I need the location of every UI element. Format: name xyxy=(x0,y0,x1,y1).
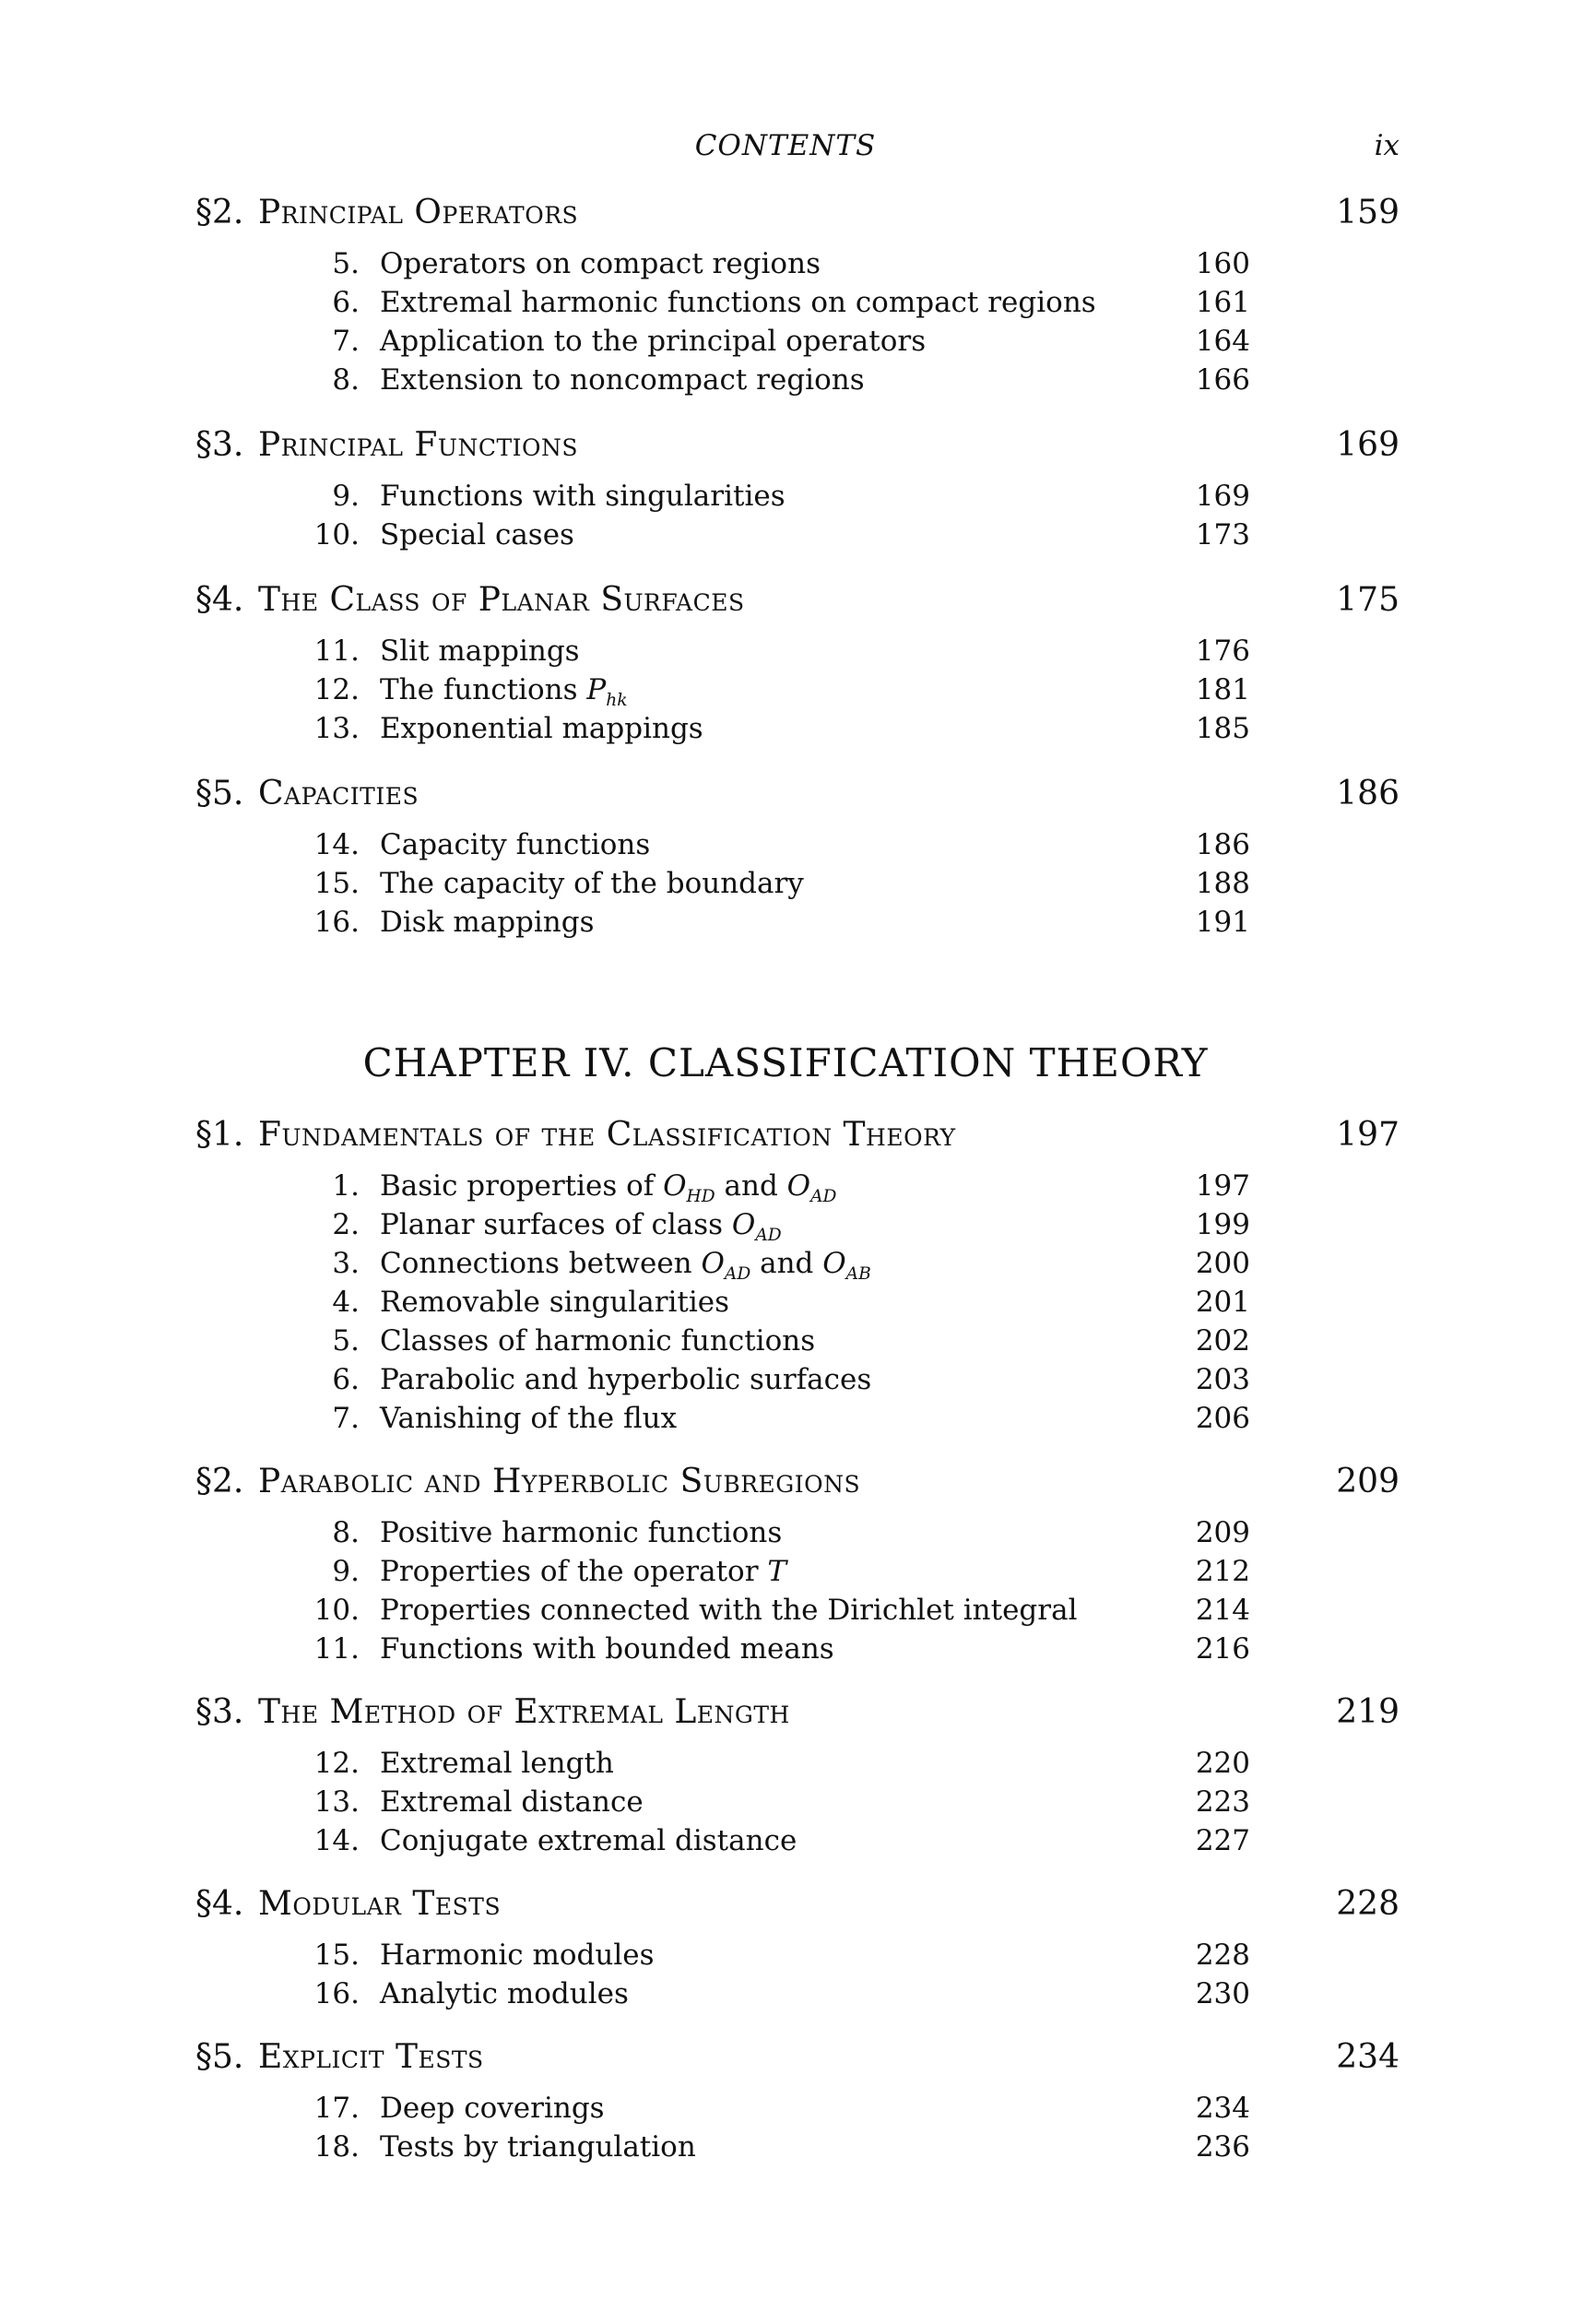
entry-title xyxy=(380,1939,655,1972)
entry-page: 160 xyxy=(1195,247,1250,280)
section-heading xyxy=(0,2027,1571,2086)
entry-title xyxy=(380,1516,782,1549)
section-page: 169 xyxy=(1336,426,1400,464)
entry-page: 169 xyxy=(1195,480,1250,513)
entry-page: 199 xyxy=(1195,1208,1250,1241)
toc-entry xyxy=(0,358,1571,397)
entry-text: Operators on compact regions xyxy=(380,247,821,280)
section-number: §1. xyxy=(195,1116,244,1154)
section-page: 186 xyxy=(1336,775,1400,812)
toc-entry xyxy=(0,1741,1571,1780)
entry-number: 5. xyxy=(332,247,360,280)
entry-number: 2. xyxy=(332,1208,360,1241)
toc-entry xyxy=(0,1164,1571,1207)
section-number: §5. xyxy=(195,775,244,812)
entry-number: 14. xyxy=(313,1824,360,1857)
entry-title xyxy=(380,286,1096,319)
section-title: Principal Operators xyxy=(258,194,579,231)
entry-text: The functions xyxy=(380,673,587,706)
entry-text: Disk mappings xyxy=(380,906,595,939)
entry-page: 173 xyxy=(1195,518,1250,551)
toc-section xyxy=(0,415,1571,551)
section-page: 234 xyxy=(1336,2038,1400,2076)
entry-text: and xyxy=(715,1169,787,1203)
toc-entry xyxy=(0,474,1571,513)
toc-section xyxy=(0,1682,1571,1857)
entry-number: 13. xyxy=(313,712,360,745)
entry-number: 1. xyxy=(332,1169,360,1203)
entry-number: 3. xyxy=(332,1247,360,1280)
toc-block-chapter-iv xyxy=(0,1105,1571,2180)
entry-page: 227 xyxy=(1195,1824,1250,1857)
entry-title xyxy=(380,1632,834,1666)
entry-text: Tests by triangulation xyxy=(380,2130,696,2164)
math-symbol: T xyxy=(767,1555,787,1588)
toc-entry xyxy=(0,1933,1571,1972)
entry-title xyxy=(380,1402,677,1435)
entry-page: 206 xyxy=(1195,1402,1250,1435)
section-heading xyxy=(0,764,1571,823)
entry-title xyxy=(380,1977,629,2010)
entry-text: Parabolic and hyperbolic surfaces xyxy=(380,1363,872,1396)
entry-title xyxy=(380,1555,786,1588)
toc-entry xyxy=(0,280,1571,319)
section-title: The Method of Extremal Length xyxy=(258,1693,790,1731)
toc-block-chapter-iii xyxy=(0,183,1571,957)
section-heading xyxy=(0,1682,1571,1741)
entry-page: 197 xyxy=(1195,1169,1250,1203)
entry-page: 166 xyxy=(1195,363,1250,397)
entry-page: 209 xyxy=(1195,1516,1250,1549)
toc-entry xyxy=(0,1588,1571,1627)
entry-text: Planar surfaces of class xyxy=(380,1208,732,1241)
toc-entry xyxy=(0,1203,1571,1246)
entry-text: Classes of harmonic functions xyxy=(380,1324,816,1358)
entry-page: 203 xyxy=(1195,1363,1250,1396)
entry-number: 10. xyxy=(313,1594,360,1627)
section-heading xyxy=(0,415,1571,474)
section-number: §5. xyxy=(195,2038,244,2076)
entry-page: 234 xyxy=(1195,2092,1250,2125)
entry-page: 176 xyxy=(1195,634,1250,668)
entry-title xyxy=(380,1363,871,1396)
entry-page: 214 xyxy=(1195,1594,1250,1627)
section-number: §4. xyxy=(195,581,244,619)
entry-title xyxy=(380,673,627,710)
math-subscript: AD xyxy=(755,1226,782,1246)
entry-text: Properties connected with the Dirichlet integral xyxy=(380,1594,1078,1627)
entry-text: Vanishing of the flux xyxy=(380,1402,678,1435)
math-symbol: O xyxy=(731,1208,756,1241)
entry-title xyxy=(380,828,650,861)
toc-entry xyxy=(0,706,1571,745)
entry-text: Extremal harmonic functions on compact regions xyxy=(380,286,1096,319)
toc-entry xyxy=(0,1819,1571,1857)
toc-entry xyxy=(0,823,1571,861)
entry-number: 7. xyxy=(332,325,360,358)
entry-title xyxy=(380,1286,729,1319)
entry-page: 228 xyxy=(1195,1939,1250,1972)
math-symbol: O xyxy=(822,1247,846,1280)
entry-number: 15. xyxy=(313,867,360,900)
entry-text: Conjugate extremal distance xyxy=(380,1824,797,1857)
section-number: §3. xyxy=(195,426,244,464)
entry-number: 9. xyxy=(332,1555,360,1588)
math-subscript: HD xyxy=(686,1187,715,1207)
entry-text: Special cases xyxy=(380,518,574,551)
section-heading xyxy=(0,1452,1571,1511)
entry-title xyxy=(380,1747,614,1780)
entry-number: 17. xyxy=(313,2092,360,2125)
entry-page: 236 xyxy=(1195,2130,1250,2164)
section-page: 219 xyxy=(1336,1693,1400,1731)
entry-number: 6. xyxy=(332,1363,360,1396)
entry-title xyxy=(380,867,804,900)
section-title: Explicit Tests xyxy=(258,2038,484,2076)
entry-number: 10. xyxy=(313,518,360,551)
page-folio: ix xyxy=(1374,129,1400,162)
toc-entry xyxy=(0,1549,1571,1588)
math-subscript: AD xyxy=(810,1187,837,1207)
section-heading xyxy=(0,570,1571,629)
entry-number: 11. xyxy=(313,1632,360,1666)
section-number: §2. xyxy=(195,194,244,231)
entry-number: 6. xyxy=(332,286,360,319)
toc-entry xyxy=(0,861,1571,900)
entry-page: 164 xyxy=(1195,325,1250,358)
entry-title xyxy=(380,1208,782,1245)
section-title: Fundamentals of the Classification Theory xyxy=(258,1116,956,1154)
section-heading xyxy=(0,183,1571,242)
section-title: Modular Tests xyxy=(258,1885,502,1923)
section-title: Principal Functions xyxy=(258,426,579,464)
section-heading xyxy=(0,1874,1571,1933)
entry-title xyxy=(380,712,703,745)
entry-text: Harmonic modules xyxy=(380,1939,655,1972)
entry-number: 18. xyxy=(313,2130,360,2164)
entry-title xyxy=(380,1169,836,1206)
entry-title xyxy=(380,247,821,280)
entry-text: Extension to noncompact regions xyxy=(380,363,865,397)
entry-page: 200 xyxy=(1195,1247,1250,1280)
entry-title xyxy=(380,2130,696,2164)
section-title: Parabolic and Hyperbolic Subregions xyxy=(258,1463,861,1500)
entry-page: 220 xyxy=(1195,1747,1250,1780)
toc-entry xyxy=(0,1780,1571,1819)
section-page: 209 xyxy=(1336,1463,1400,1500)
entry-text: Analytic modules xyxy=(380,1977,629,2010)
toc-section xyxy=(0,2027,1571,2164)
entry-title xyxy=(380,480,786,513)
entry-text: Functions with bounded means xyxy=(380,1632,834,1666)
entry-text: Exponential mappings xyxy=(380,712,703,745)
toc-entry xyxy=(0,2086,1571,2125)
math-symbol: O xyxy=(786,1169,811,1203)
toc-entry xyxy=(0,2125,1571,2164)
section-page: 197 xyxy=(1336,1116,1400,1154)
math-subscript: AB xyxy=(845,1264,871,1285)
entry-text: and xyxy=(750,1247,823,1280)
entry-number: 8. xyxy=(332,1516,360,1549)
toc-entry xyxy=(0,513,1571,551)
math-symbol: P xyxy=(586,673,607,706)
entry-page: 202 xyxy=(1195,1324,1250,1358)
entry-title xyxy=(380,2092,605,2125)
toc-section xyxy=(0,1874,1571,2010)
entry-number: 9. xyxy=(332,480,360,513)
entry-text: Deep coverings xyxy=(380,2092,605,2125)
chapter-heading: CHAPTER IV. CLASSIFICATION THEORY xyxy=(362,1040,1209,1085)
toc-section xyxy=(0,1452,1571,1666)
entry-page: 181 xyxy=(1195,673,1250,706)
toc-entry xyxy=(0,1396,1571,1435)
entry-number: 14. xyxy=(313,828,360,861)
entry-page: 230 xyxy=(1195,1977,1250,2010)
entry-number: 16. xyxy=(313,1977,360,2010)
entry-page: 161 xyxy=(1195,286,1250,319)
entry-title xyxy=(380,634,580,668)
entry-text: Extremal length xyxy=(380,1747,614,1780)
section-page: 159 xyxy=(1336,194,1400,231)
entry-text: Capacity functions xyxy=(380,828,651,861)
entry-page: 201 xyxy=(1195,1286,1250,1319)
entry-page: 188 xyxy=(1195,867,1250,900)
entry-title xyxy=(380,363,865,397)
entry-title xyxy=(380,518,574,551)
toc-entry xyxy=(0,1280,1571,1319)
toc-section xyxy=(0,764,1571,939)
math-subscript: AD xyxy=(724,1264,751,1285)
entry-text: Application to the principal operators xyxy=(380,325,927,358)
entry-number: 12. xyxy=(313,673,360,706)
section-page: 175 xyxy=(1336,581,1400,619)
entry-page: 186 xyxy=(1195,828,1250,861)
running-title: CONTENTS xyxy=(694,129,877,162)
toc-entry xyxy=(0,1627,1571,1666)
toc-entry xyxy=(0,242,1571,280)
entry-number: 7. xyxy=(332,1402,360,1435)
entry-page: 185 xyxy=(1195,712,1250,745)
entry-number: 8. xyxy=(332,363,360,397)
entry-page: 191 xyxy=(1195,906,1250,939)
entry-number: 11. xyxy=(313,634,360,668)
toc-section xyxy=(0,570,1571,745)
section-title: Capacities xyxy=(258,775,419,812)
entry-title xyxy=(380,906,595,939)
entry-text: The capacity of the boundary xyxy=(380,867,804,900)
toc-section xyxy=(0,183,1571,397)
entry-number: 4. xyxy=(332,1286,360,1319)
entry-title xyxy=(380,1324,815,1358)
toc-entry xyxy=(0,900,1571,939)
math-symbol: O xyxy=(701,1247,725,1280)
entry-title xyxy=(380,1247,871,1284)
entry-title xyxy=(380,325,926,358)
toc-entry xyxy=(0,1358,1571,1396)
entry-text: Properties of the operator xyxy=(380,1555,768,1588)
section-heading xyxy=(0,1105,1571,1164)
entry-title xyxy=(380,1785,644,1819)
entry-text: Slit mappings xyxy=(380,634,580,668)
section-number: §4. xyxy=(195,1885,244,1923)
entry-number: 16. xyxy=(313,906,360,939)
entry-text: Removable singularities xyxy=(380,1286,730,1319)
section-number: §2. xyxy=(195,1463,244,1500)
entry-number: 15. xyxy=(313,1939,360,1972)
entry-title xyxy=(380,1594,1078,1627)
toc-entry xyxy=(0,668,1571,711)
entry-number: 13. xyxy=(313,1785,360,1819)
toc-entry xyxy=(0,1241,1571,1285)
entry-number: 12. xyxy=(313,1747,360,1780)
toc-section xyxy=(0,1105,1571,1435)
entry-text: Positive harmonic functions xyxy=(380,1516,783,1549)
section-number: §3. xyxy=(195,1693,244,1731)
entry-title xyxy=(380,1824,797,1857)
toc-entry xyxy=(0,1511,1571,1549)
entry-page: 212 xyxy=(1195,1555,1250,1588)
toc-entry xyxy=(0,1319,1571,1358)
entry-page: 223 xyxy=(1195,1785,1250,1819)
math-symbol: O xyxy=(663,1169,687,1203)
entry-number: 5. xyxy=(332,1324,360,1358)
section-title: The Class of Planar Surfaces xyxy=(258,581,745,619)
entry-text: Functions with singularities xyxy=(380,480,786,513)
entry-text: Extremal distance xyxy=(380,1785,644,1819)
toc-entry xyxy=(0,319,1571,358)
entry-text: Basic properties of xyxy=(380,1169,664,1203)
section-page: 228 xyxy=(1336,1885,1400,1923)
toc-entry xyxy=(0,1972,1571,2010)
toc-entry xyxy=(0,629,1571,668)
running-head xyxy=(0,129,1571,170)
entry-page: 216 xyxy=(1195,1632,1250,1666)
math-subscript: hk xyxy=(606,691,628,711)
entry-text: Connections between xyxy=(380,1247,702,1280)
